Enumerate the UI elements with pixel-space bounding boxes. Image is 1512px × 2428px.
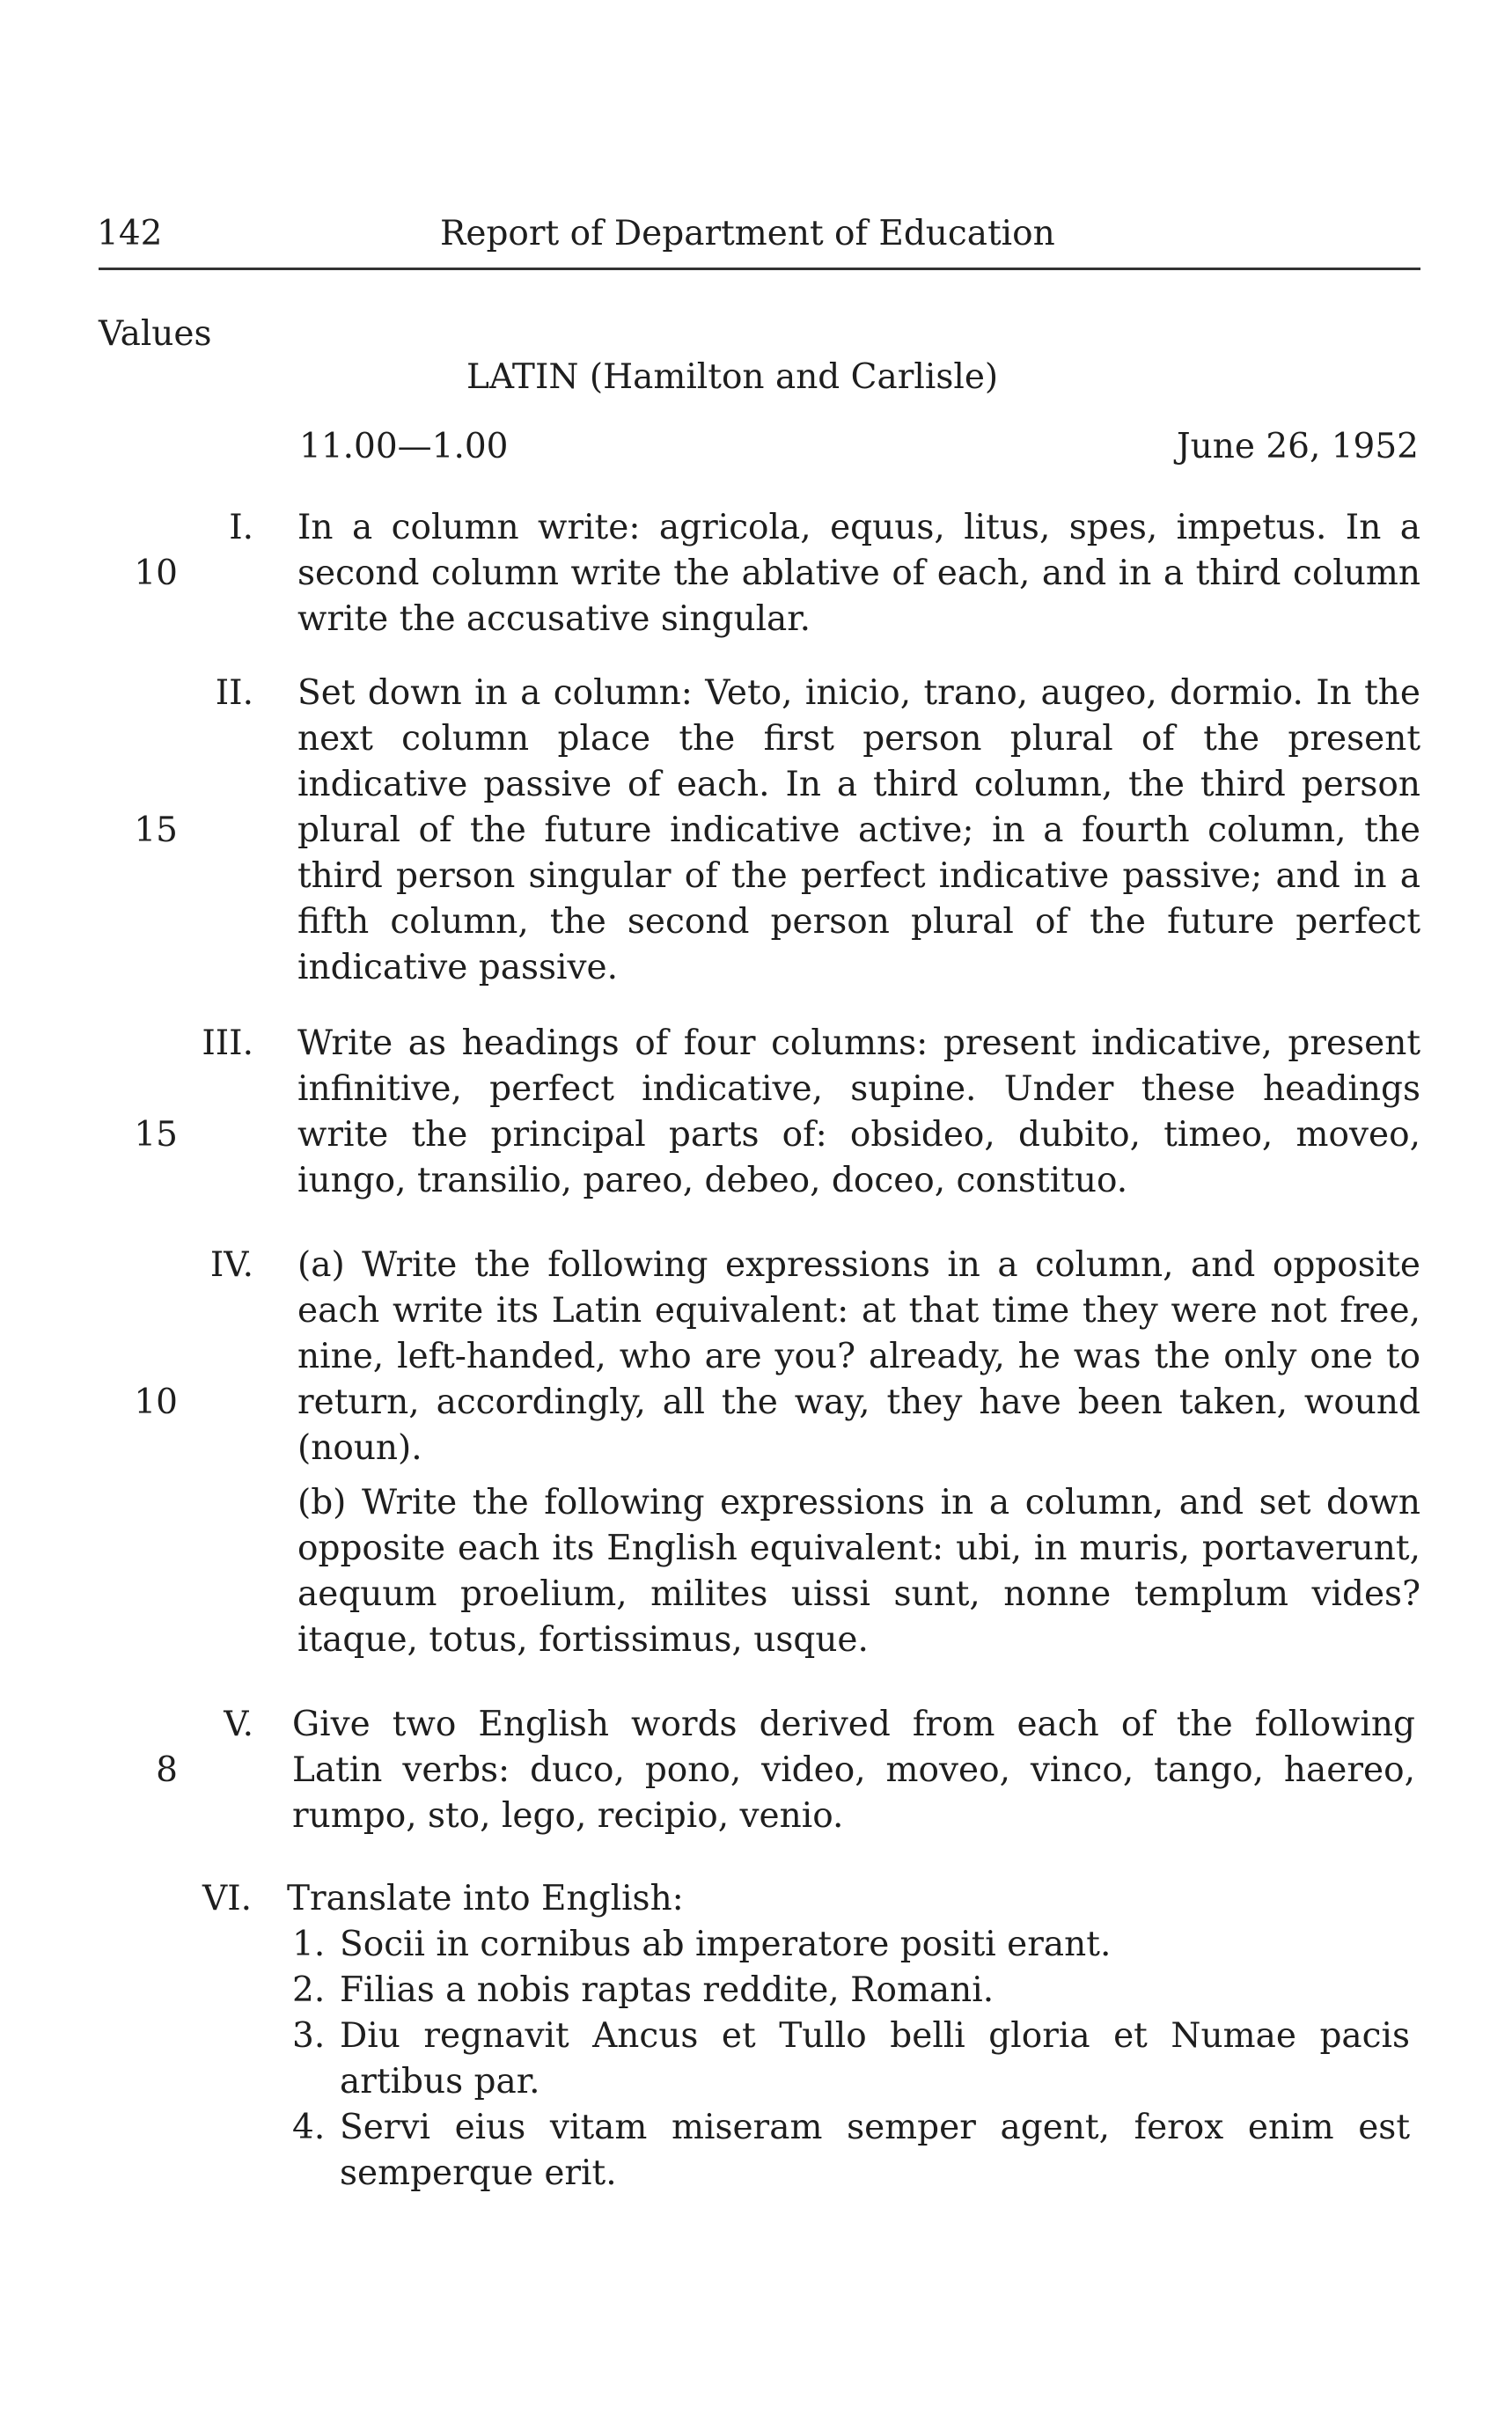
question-value: 15 — [134, 1115, 178, 1155]
sentence-number: 2. — [292, 1970, 326, 2010]
question-value: 15 — [134, 811, 178, 850]
question-part-b: (b) Write the following expressions in a column, and set down opposite each its English equivalent: ubi, in muris, portaverunt, aequum proelium, milites uissi sunt, nonne templum vides? itaque, totus, fortissimus, usque. — [297, 1483, 1420, 1660]
sentence-number: 1. — [292, 1925, 326, 1964]
translation-sentence — [287, 1922, 1410, 1968]
question-number: II. — [215, 673, 253, 713]
running-head: Report of Department of Education — [440, 214, 1055, 253]
question-part-a: (a) Write the following expressions in a column, and opposite each write its Latin equivalent: at that time they were not free, nine, left-handed, who are you? already, he was the only one to return, accordingly, all the way, they have been taken, wound (noun). — [297, 1245, 1420, 1468]
sentence-number: 3. — [292, 2016, 326, 2056]
translation-sentence — [287, 1968, 1410, 2014]
exam-time: 11.00—1.00 — [299, 427, 509, 466]
question-text: Set down in a column: Veto, inicio, trano, augeo, dormio. In the next column place the first person plural of the present indicative passive of each. In a third column, the third person plural of the future indicative active; in a fourth column, the third person singular of the perfect indicative passive; and in a fifth column, the second person plural of the future perfect indicative passive. — [297, 673, 1420, 987]
question-number: III. — [202, 1023, 253, 1063]
translation-sentence — [287, 2105, 1410, 2197]
sentence-text: Socii in cornibus ab imperatore positi erant. — [340, 1925, 1112, 1964]
question-value: 8 — [156, 1750, 178, 1790]
question-text — [287, 1876, 1410, 2197]
question-number: IV. — [209, 1245, 253, 1285]
header-rule — [99, 268, 1420, 270]
question-text: Write as headings of four columns: present indicative, present infinitive, perfect indicative, supine. Under these headings write the principal parts of: obsideo, dubito, timeo, moveo, iungo, transilio, pareo, debeo, doceo, constituo. — [297, 1023, 1420, 1200]
question-value: 10 — [134, 1383, 178, 1422]
sentence-text: Servi eius vitam miseram semper agent, ferox enim est semperque erit. — [340, 2108, 1410, 2193]
exam-date: June 26, 1952 — [1176, 427, 1419, 466]
translation-sentence-list — [287, 1922, 1410, 2197]
sentence-number: 4. — [292, 2108, 326, 2147]
question-number: VI. — [202, 1879, 252, 1918]
translation-sentence — [287, 2014, 1410, 2105]
question-text: In a column write: agricola, equus, litus, spes, impetus. In a second column write the ablative of each, and in a third column write the accusative singular. — [297, 508, 1420, 639]
question-number: V. — [224, 1705, 253, 1744]
page-number: 142 — [97, 214, 163, 253]
question-number: I. — [229, 508, 253, 547]
sentence-text: Filias a nobis raptas reddite, Romani. — [340, 1970, 995, 2010]
exam-title: LATIN (Hamilton and Carlisle) — [466, 357, 999, 397]
values-column-label: Values — [99, 314, 212, 354]
question-text — [297, 1243, 1420, 1663]
translation-instruction: Translate into English: — [287, 1879, 684, 1918]
question-value: 10 — [134, 554, 178, 593]
question-text: Give two English words derived from each of the following Latin verbs: duco, pono, video, moveo, vinco, tango, haereo, rumpo, sto, lego, recipio, venio. — [292, 1705, 1415, 1836]
sentence-text: Diu regnavit Ancus et Tullo belli gloria et Numae pacis artibus par. — [340, 2016, 1410, 2102]
